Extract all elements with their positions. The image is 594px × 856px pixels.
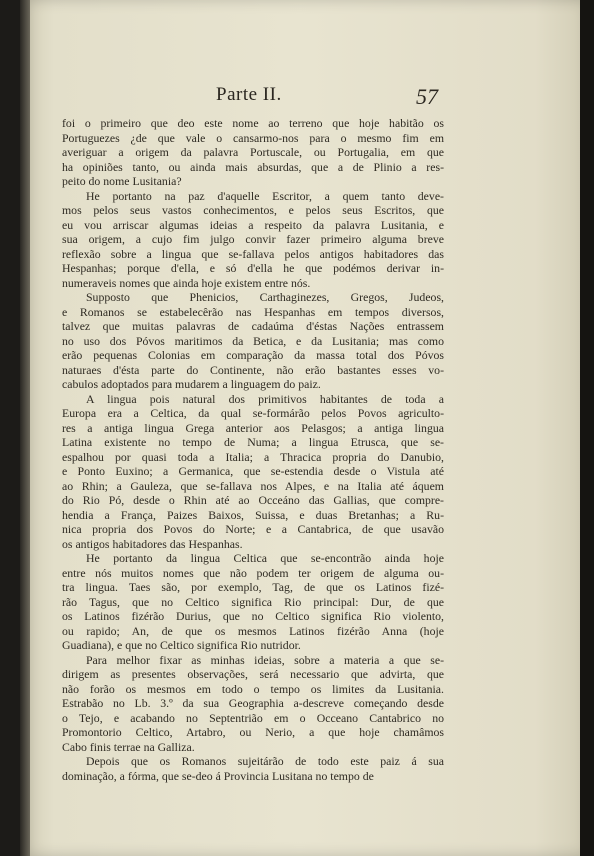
paragraph bbox=[62, 754, 444, 783]
paragraph bbox=[62, 116, 444, 189]
text-line: dirigem as presentes observações, será necessario que advirta, que bbox=[62, 667, 444, 681]
text-line: peito do nome Lusitania? bbox=[62, 174, 182, 188]
text-line: erão pequenas Colonias em comparação da massa total dos Póvos bbox=[62, 348, 444, 362]
paragraph bbox=[62, 653, 444, 755]
page-edge bbox=[580, 0, 594, 856]
paragraph bbox=[62, 392, 444, 552]
text-line: do Rio Pó, desde o Rhin até ao Occeáno das Gallias, que compre- bbox=[62, 493, 444, 507]
text-line: os antigos habitadores das Hespanhas. bbox=[62, 536, 243, 551]
page-gutter-shadow bbox=[20, 0, 30, 856]
text-line: sua origem, a cujo fim julgo convir fazer primeiro alguma breve bbox=[62, 232, 444, 246]
body-text bbox=[62, 116, 444, 783]
text-line: os Latinos fizérão Durius, que no Celtico significa Rio violento, bbox=[62, 609, 444, 623]
text-line: Estrabão no Lb. 3.º da sua Geographia a-descreve começando desde bbox=[62, 696, 444, 710]
text-line: o Tejo, e acabando no Septentrião em o Occeano Cantabrico no bbox=[62, 710, 444, 725]
text-line: foi o primeiro que deo este nome ao terreno que hoje habitão os bbox=[62, 116, 444, 130]
text-line: averiguar a origem da palavra Portuscale, ou Portugalia, em que bbox=[62, 145, 444, 159]
text-line: Hespanhas; porque d'ella, e só d'ella he que podémos derivar in- bbox=[62, 261, 444, 275]
text-line: reflexão sobre a lingua que se-fallava pelos antigos habitadores das bbox=[62, 246, 444, 261]
text-line: tra lingua. Taes são, por exemplo, Tag, de que os Latinos fizé- bbox=[62, 580, 444, 594]
text-line: ou rapido; An, de que os mesmos Latinos fizérão Anna (hoje bbox=[62, 623, 444, 638]
text-line: numeraveis nomes que ainda hoje existem entre nós. bbox=[62, 275, 311, 290]
text-line: talvez que muitas palavras de cadaúma d'éstas Nações entrassem bbox=[62, 319, 444, 333]
text-line: res a antiga lingua Grega anterior aos Pelasgos; a antiga lingua bbox=[62, 420, 444, 435]
text-line: rão Tagus, que no Celtico significa Rio principal: Dur, de que bbox=[62, 594, 444, 609]
text-line: A lingua pois natural dos primitivos habitantes de toda a bbox=[86, 391, 444, 406]
text-line: e Ponto Euxino; a Germanica, que se-estendia desde o Vistula até bbox=[62, 464, 444, 478]
paragraph bbox=[62, 551, 444, 653]
text-line: He portanto na paz d'aquelle Escritor, a quem tanto deve- bbox=[86, 188, 444, 203]
text-line: He portanto da lingua Celtica que se-encontrão ainda hoje bbox=[86, 551, 444, 565]
text-line: eu vou arriscar algumas ideias a respeito da palavra Lusitania, e bbox=[62, 217, 444, 232]
text-line: no uso dos Póvos maritimos da Betica, e da Lusitania; mas como bbox=[62, 333, 444, 348]
text-line: espalhou por quasi toda a Italia; a Thracica propria do Danubio, bbox=[62, 449, 444, 464]
text-line: Portuguezes ¿de que vale o cansarmo-nos para o mesmo fim em bbox=[62, 130, 444, 145]
text-line: Latina existente no tempo de Numa; a lingua Etrusca, que se- bbox=[62, 435, 444, 449]
text-line: hendia a França, Paizes Baixos, Suissa, e duas Bretanhas; a Ru- bbox=[62, 507, 444, 522]
text-line: Promontorio Celtico, Artabro, ou Nerio, a que hoje chamâmos bbox=[62, 725, 444, 739]
text-line: não forão os mesmos em todo o tempo os limites da Lusitania. bbox=[62, 681, 444, 696]
text-line: Supposto que Phenicios, Carthaginezes, Gregos, Judeos, bbox=[86, 290, 444, 304]
paragraph bbox=[62, 290, 444, 392]
text-line: ha opiniões tanto, ou ainda mais absurdas, que a de Plinio a res- bbox=[62, 159, 444, 174]
text-line: naturaes d'ésta parte do Continente, não erão bastantes esses vo- bbox=[62, 362, 444, 377]
text-line: Para melhor fixar as minhas ideias, sobre a materia a que se- bbox=[86, 652, 444, 667]
text-line: Guadiana), e que no Celtico significa Rio nutridor. bbox=[62, 638, 301, 652]
text-line: dominação, a fórma, que se-deo á Provincia Lusitana no tempo de bbox=[62, 768, 374, 783]
page-number: 57 bbox=[416, 84, 438, 109]
text-line: nica propria dos Povos do Norte; e a Cantabrica, de que usavão bbox=[62, 522, 444, 536]
text-line: mos pelos seus vastos conhecimentos, e pelos seus Escritos, que bbox=[62, 203, 444, 217]
text-line: Depois que os Romanos sujeitárão de todo este paiz á sua bbox=[86, 754, 444, 768]
text-line: entre nós muitos nomes que não podem ter origem de alguma ou- bbox=[62, 565, 444, 580]
running-head: Parte II. bbox=[216, 84, 282, 105]
text-line: Cabo finis terrae na Galliza. bbox=[62, 739, 195, 754]
text-line: cabulos adoptados para mudarem a linguagem do paiz. bbox=[62, 377, 321, 391]
page-header bbox=[0, 84, 594, 114]
paragraph bbox=[62, 189, 444, 291]
text-line: ao Rhin; a Gauleza, que se-fallava nos Alpes, e na Italia até áquem bbox=[62, 478, 444, 493]
text-line: e Romanos se estabelecêrão nas Hespanhas em tempos diversos, bbox=[62, 304, 444, 319]
text-line: Europa era a Celtica, da qual se-formárão pelos Povos agriculto- bbox=[62, 406, 444, 420]
